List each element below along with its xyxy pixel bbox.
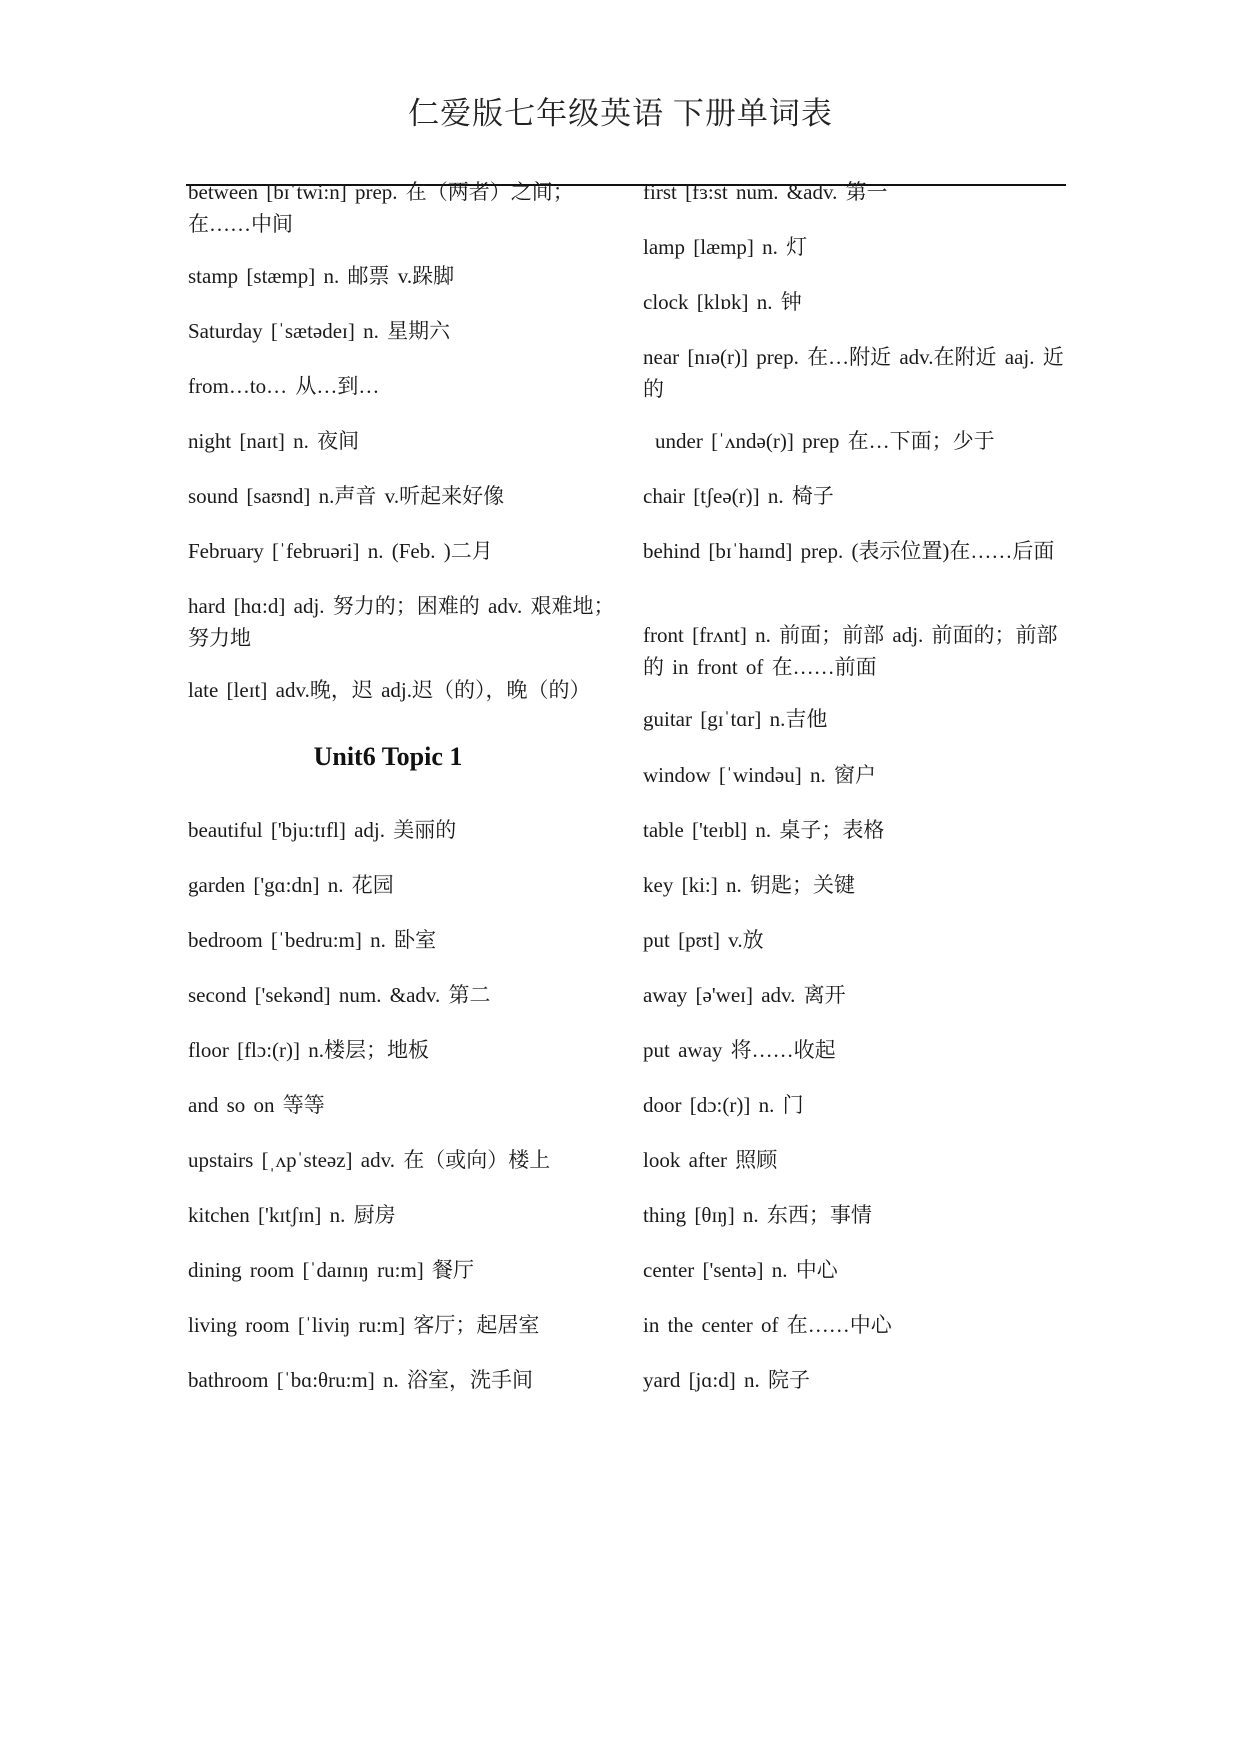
vocab-entry-saturday: Saturday [ˈsætədeɪ] n. 星期六 bbox=[188, 319, 451, 343]
vocab-entry-kitchen: kitchen ['kɪtʃɪn] n. 厨房 bbox=[188, 1203, 396, 1227]
vocab-entry-february: February [ˈfebruəri] n. (Feb. )二月 bbox=[188, 539, 493, 563]
vocab-entry-front: front [frʌnt] n. 前面；前部 adj. 前面的；前部的 in front of 在……前面 bbox=[643, 623, 1058, 679]
vocab-entry-dining-room: dining room [ˈdaɪnɪŋ ru:m] 餐厅 bbox=[188, 1258, 475, 1282]
vocab-entry-behind: behind [bɪˈhaɪnd] prep. (表示位置)在……后面 bbox=[643, 539, 1055, 563]
section-title-unit6-topic1: Unit6 Topic 1 bbox=[313, 742, 463, 771]
vocab-entry-clock: clock [klɒk] n. 钟 bbox=[643, 290, 802, 314]
vocab-entry-door: door [dɔ:(r)] n. 门 bbox=[643, 1093, 804, 1117]
vocab-entry-hard: hard [hɑ:d] adj. 努力的；困难的 adv. 艰难地；努力地 bbox=[188, 594, 615, 650]
vocab-entry-between: between [bɪˈtwi:n] prep. 在（两者）之间；在……中间 bbox=[188, 180, 574, 236]
vocab-entry-thing: thing [θɪŋ] n. 东西；事情 bbox=[643, 1203, 872, 1227]
vocab-entry-in-the-center-of: in the center of 在……中心 bbox=[643, 1313, 892, 1337]
vocab-entry-floor: floor [flɔ:(r)] n.楼层；地板 bbox=[188, 1038, 430, 1062]
vocab-entry-upstairs: upstairs [ˌʌpˈsteəz] adv. 在（或向）楼上 bbox=[188, 1148, 551, 1172]
vocab-entry-sound: sound [saʊnd] n.声音 v.听起来好像 bbox=[188, 484, 505, 508]
page-title: 仁爱版七年级英语 下册单词表 bbox=[408, 96, 833, 131]
vocab-entry-guitar: guitar [gɪˈtɑr] n.吉他 bbox=[643, 707, 828, 731]
vocab-entry-window: window [ˈwindəu] n. 窗户 bbox=[643, 763, 876, 787]
vocab-entry-put-away: put away 将……收起 bbox=[643, 1038, 836, 1062]
vocab-entry-center: center ['sentə] n. 中心 bbox=[643, 1258, 838, 1282]
vocab-entry-table: table ['teɪbl] n. 桌子；表格 bbox=[643, 818, 885, 842]
vocab-entry-away: away [ə'weɪ] adv. 离开 bbox=[643, 983, 846, 1007]
vocab-entry-stamp: stamp [stæmp] n. 邮票 v.跺脚 bbox=[188, 264, 455, 288]
vocab-entry-beautiful: beautiful ['bju:tɪfl] adj. 美丽的 bbox=[188, 818, 457, 842]
vocab-entry-first: first [fɜ:st num. &adv. 第一 bbox=[643, 180, 888, 204]
vocab-entry-second: second ['sekənd] num. &adv. 第二 bbox=[188, 983, 491, 1007]
vocab-entry-bedroom: bedroom [ˈbedru:m] n. 卧室 bbox=[188, 928, 437, 952]
vocab-entry-garden: garden ['gɑ:dn] n. 花园 bbox=[188, 873, 394, 897]
vocab-entry-lamp: lamp [læmp] n. 灯 bbox=[643, 235, 808, 259]
vocab-entry-living-room: living room [ˈliviŋ ru:m] 客厅；起居室 bbox=[188, 1313, 540, 1337]
vocab-entry-yard: yard [jɑ:d] n. 院子 bbox=[643, 1368, 810, 1392]
vocab-entry-bathroom: bathroom [ˈbɑ:θru:m] n. 浴室，洗手间 bbox=[188, 1368, 533, 1392]
vocab-entry-under: under [ˈʌndə(r)] prep 在…下面；少于 bbox=[655, 429, 995, 453]
vocab-entry-late: late [leɪt] adv.晚，迟 adj.迟（的），晚（的） bbox=[188, 678, 591, 702]
vocab-entry-look-after: look after 照顾 bbox=[643, 1148, 778, 1172]
vocab-entry-key: key [ki:] n. 钥匙；关键 bbox=[643, 873, 855, 897]
vocab-entry-chair: chair [tʃeə(r)] n. 椅子 bbox=[643, 484, 834, 508]
vocab-entry-night: night [naɪt] n. 夜间 bbox=[188, 429, 360, 453]
vocab-entry-near: near [nɪə(r)] prep. 在…附近 adv.在附近 aaj. 近的 bbox=[643, 345, 1064, 401]
vocab-entry-put: put [pʊt] v.放 bbox=[643, 928, 764, 952]
vocab-entry-from-to: from…to… 从…到… bbox=[188, 374, 380, 398]
vocab-entry-and-so-on: and so on 等等 bbox=[188, 1093, 325, 1117]
